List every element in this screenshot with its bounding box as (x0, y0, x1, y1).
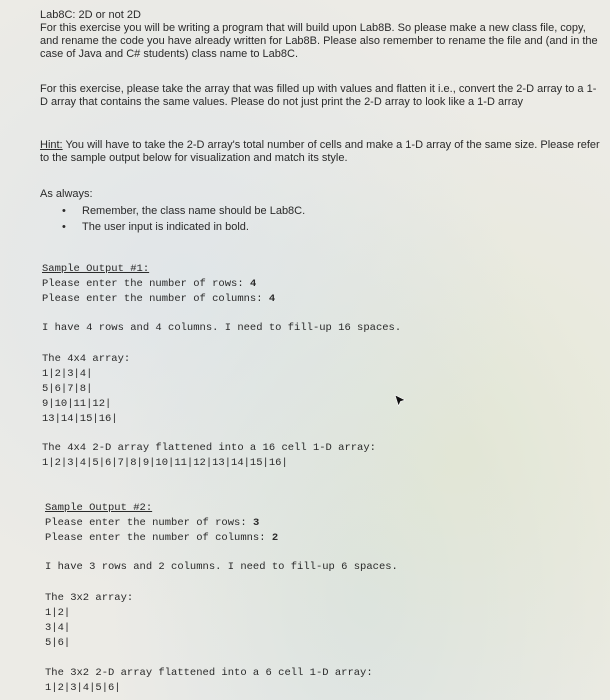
sample1-array-label: The 4x4 array: (42, 353, 131, 365)
sample2-array (45, 591, 133, 651)
sample1-array-row: 13|14|15|16| (42, 413, 118, 425)
sample2-array-label: The 3x2 array: (45, 592, 134, 604)
flatten-instructions: For this exercise, please take the array that was filled up with values and flatten it i.e., convert the 2-D array to a 1-D array that contains the same values. Please do not just print the 2-D array to look like a 1-D array (40, 83, 597, 108)
sample2-cols-line (45, 531, 278, 546)
lab-title: Lab8C: 2D or not 2D (40, 9, 141, 21)
sample1-flat-label: The 4x4 2-D array flattened into a 16 cell 1-D array: (42, 442, 376, 454)
sample2-prompts (45, 501, 278, 546)
sample1-array-row: 1|2|3|4| (42, 368, 93, 380)
sample2-array-row: 5|6| (45, 637, 71, 649)
sample2-rows-input: 3 (252, 517, 260, 529)
sample2-rows-line (45, 516, 278, 531)
sample2-cols-input: 2 (271, 532, 279, 544)
sample2-array-row: 3|4| (45, 622, 71, 634)
intro-section (40, 9, 600, 61)
sample1-rows-prompt: Please enter the number of rows: (42, 278, 250, 290)
sample2-message: I have 3 rows and 2 columns. I need to fill-up 6 spaces. (45, 561, 398, 573)
hint-label: Hint: (40, 139, 63, 151)
sample2-flattened (45, 666, 373, 696)
bullet-item-class-name: • Remember, the class name should be Lab8C. (40, 205, 600, 218)
bullet-item-user-input: • The user input is indicated in bold. (40, 221, 600, 234)
sample1-prompts (42, 262, 275, 307)
sample1-array-row: 5|6|7|8| (42, 383, 93, 395)
sample1-rows-line (42, 277, 275, 292)
sample1-flattened (42, 441, 376, 471)
bullet-list (40, 205, 600, 234)
hint-text: You will have to take the 2-D array's total number of cells and make a 1-D array of the same size. Please refer to the sample output below for visualization and match its style. (40, 139, 600, 164)
sample2-flat-label: The 3x2 2-D array flattened into a 6 cell 1-D array: (45, 667, 373, 679)
sample1-flat-value: 1|2|3|4|5|6|7|8|9|10|11|12|13|14|15|16| (42, 457, 288, 469)
sample1-message: I have 4 rows and 4 columns. I need to fill-up 16 spaces. (42, 322, 402, 334)
sample1-cols-input: 4 (268, 293, 276, 305)
sample2-rows-prompt: Please enter the number of rows: (45, 517, 253, 529)
sample1-cols-line (42, 292, 275, 307)
as-always-label: As always: (40, 188, 93, 200)
sample2-heading: Sample Output #2: (45, 502, 153, 514)
sample1-array-row: 9|10|11|12| (42, 398, 112, 410)
sample1-array (42, 352, 130, 427)
sample2-array-row: 1|2| (45, 607, 71, 619)
sample1-cols-prompt: Please enter the number of columns: (42, 293, 269, 305)
as-always-section (40, 188, 600, 237)
hint-paragraph (40, 139, 600, 165)
sample1-heading: Sample Output #1: (42, 263, 150, 275)
mouse-pointer-icon (393, 393, 407, 409)
sample2-cols-prompt: Please enter the number of columns: (45, 532, 272, 544)
sample2-flat-value: 1|2|3|4|5|6| (45, 682, 121, 694)
sample1-rows-input: 4 (249, 278, 257, 290)
intro-paragraph: For this exercise you will be writing a program that will build upon Lab8B. So please make a new class file, copy, and rename the code you have already written for Lab8B. Please also remember to rename the file and (and in the case of Java and C# students) class name to Lab8C. (40, 22, 598, 60)
